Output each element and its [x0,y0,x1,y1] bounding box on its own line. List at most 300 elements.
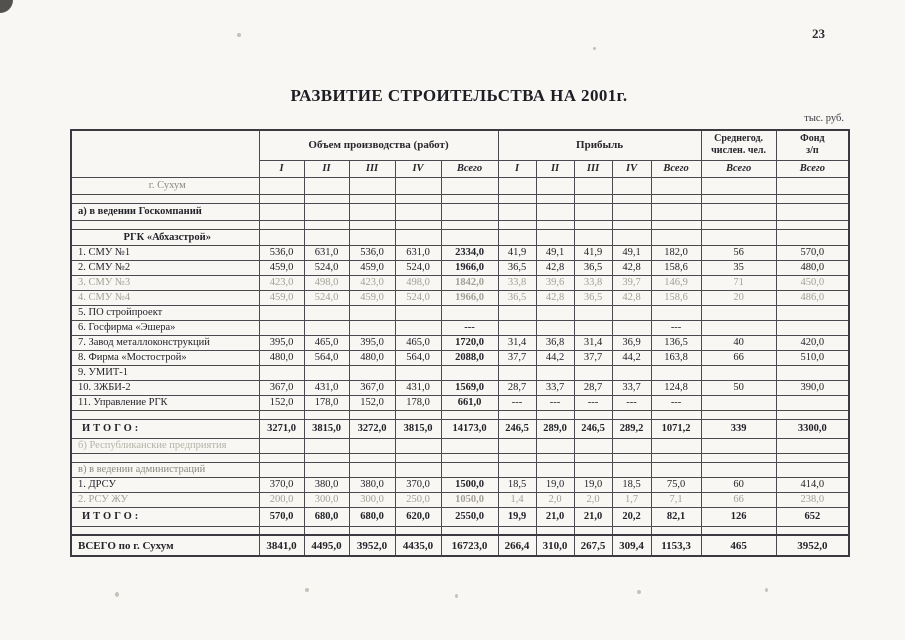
table-cell [395,194,441,203]
table-cell: 16723,0 [441,535,498,556]
table-cell [612,229,651,245]
table-cell: 370,0 [259,477,304,492]
table-cell [498,438,536,453]
table-cell [395,203,441,220]
production-total-header: Всего [441,160,498,177]
table-cell: 49,1 [536,245,574,260]
avg-headcount-line2: числен. чел. [711,145,767,157]
row-label: а) в ведении Госкомпаний [71,203,259,220]
table-cell: 370,0 [395,477,441,492]
table-cell [441,453,498,462]
table-cell [701,365,776,380]
row-label: 10. ЗЖБИ-2 [71,380,259,395]
table-cell: 459,0 [259,260,304,275]
table-cell [349,410,395,419]
table-cell [498,305,536,320]
scan-speck [305,588,309,592]
table-cell: 39,7 [612,275,651,290]
table-row [71,350,849,365]
table-cell: 20,2 [612,507,651,526]
row-label: 9. УМИТ-1 [71,365,259,380]
table-cell: 300,0 [349,492,395,507]
table-cell: 42,8 [536,260,574,275]
table-cell: 158,6 [651,290,701,305]
table-cell [612,526,651,535]
row-label: г. Сухум [71,177,259,194]
table-cell [304,438,349,453]
table-cell [701,203,776,220]
table-cell [612,453,651,462]
table-cell: 2088,0 [441,350,498,365]
table-cell [701,453,776,462]
production-group-header: Объем производства (работ) [259,130,498,160]
table-row [71,395,849,410]
row-label: в) в ведении администраций [71,462,259,477]
table-cell: 570,0 [776,245,849,260]
table-cell: 267,5 [574,535,612,556]
table-cell: 182,0 [651,245,701,260]
table-cell: 36,5 [574,260,612,275]
table-row [71,380,849,395]
table-cell [304,177,349,194]
table-row [71,229,849,245]
scan-speck [765,588,768,592]
table-cell: 39,6 [536,275,574,290]
table-cell [612,365,651,380]
table-cell [701,320,776,335]
table-cell: --- [574,395,612,410]
table-cell [651,462,701,477]
table-cell: 124,8 [651,380,701,395]
avg-headcount-header [701,130,776,160]
table-cell [536,438,574,453]
table-row [71,203,849,220]
table-cell: 395,0 [259,335,304,350]
table-cell [349,194,395,203]
table-cell [259,177,304,194]
table-cell [776,462,849,477]
table-cell: 1153,3 [651,535,701,556]
table-cell [441,177,498,194]
table-cell [498,229,536,245]
table-cell [536,320,574,335]
table-cell: 536,0 [349,245,395,260]
table-cell: 158,6 [651,260,701,275]
table-cell [498,177,536,194]
table-cell: 498,0 [304,275,349,290]
table-cell: --- [441,320,498,335]
table-cell [395,410,441,419]
table-cell: 33,7 [536,380,574,395]
table-cell: 1842,0 [441,275,498,290]
table-row [71,535,849,556]
table-cell [651,453,701,462]
scan-speck [455,594,458,598]
table-cell: 31,4 [498,335,536,350]
table-cell [776,365,849,380]
header-group-row [71,130,849,160]
table-cell [259,203,304,220]
table-cell: 3300,0 [776,419,849,438]
table-cell [349,438,395,453]
table-row [71,260,849,275]
table-cell [651,365,701,380]
table-cell: 1050,0 [441,492,498,507]
table-cell: 524,0 [395,290,441,305]
table-cell [776,438,849,453]
table-cell: 19,0 [536,477,574,492]
table-cell [259,410,304,419]
table-cell: 420,0 [776,335,849,350]
table-cell [304,203,349,220]
table-cell: 1071,2 [651,419,701,438]
table-cell [441,438,498,453]
table-cell [574,462,612,477]
table-cell [574,194,612,203]
table-cell: 450,0 [776,275,849,290]
table-cell: 3952,0 [776,535,849,556]
table-cell: 136,5 [651,335,701,350]
table-cell: 510,0 [776,350,849,365]
row-label [71,526,259,535]
report-table-container [70,129,850,557]
table-cell [574,453,612,462]
table-cell [701,410,776,419]
table-cell: 41,9 [498,245,536,260]
profit-q2-header: II [536,160,574,177]
row-label: ВСЕГО по г. Сухум [71,535,259,556]
table-row [71,507,849,526]
table-cell: 390,0 [776,380,849,395]
table-cell: 7,1 [651,492,701,507]
table-cell [349,320,395,335]
table-cell: 367,0 [349,380,395,395]
table-cell [612,438,651,453]
table-cell [574,203,612,220]
table-cell [259,220,304,229]
table-row [71,220,849,229]
row-label: 6. Госфирма «Эшера» [71,320,259,335]
table-cell [776,229,849,245]
production-q2-header: II [304,160,349,177]
table-cell [349,305,395,320]
table-row [71,245,849,260]
table-cell [349,220,395,229]
table-cell: 36,8 [536,335,574,350]
table-cell [395,220,441,229]
table-cell [651,526,701,535]
table-cell [776,320,849,335]
table-cell [776,220,849,229]
table-cell [651,229,701,245]
table-row [71,477,849,492]
units-note: тыс. руб. [804,113,844,124]
table-cell: 33,8 [574,275,612,290]
row-label: 1. ДРСУ [71,477,259,492]
row-label [71,220,259,229]
table-row [71,419,849,438]
table-cell: 480,0 [776,260,849,275]
table-row [71,365,849,380]
row-label: 7. Завод металлоконструкций [71,335,259,350]
table-cell: 56 [701,245,776,260]
table-cell: 82,1 [651,507,701,526]
table-cell: 18,5 [498,477,536,492]
production-q1-header: I [259,160,304,177]
table-cell [701,229,776,245]
table-cell: 71 [701,275,776,290]
row-label: ИТОГО: [71,419,259,438]
table-cell: 380,0 [304,477,349,492]
table-cell: 50 [701,380,776,395]
table-cell: 31,4 [574,335,612,350]
table-cell [574,177,612,194]
table-cell [395,453,441,462]
table-row [71,177,849,194]
table-cell [259,453,304,462]
table-cell: 42,8 [612,290,651,305]
table-cell [304,194,349,203]
table-cell: 431,0 [395,380,441,395]
table-cell: 310,0 [536,535,574,556]
table-cell [304,453,349,462]
table-cell [498,320,536,335]
table-cell: 18,5 [612,477,651,492]
table-cell: 266,4 [498,535,536,556]
table-cell [651,220,701,229]
table-cell [651,203,701,220]
table-cell: 44,2 [612,350,651,365]
table-cell [304,305,349,320]
table-cell: --- [612,395,651,410]
table-cell [304,410,349,419]
table-cell: --- [651,320,701,335]
table-cell [701,462,776,477]
table-row [71,290,849,305]
table-cell [304,220,349,229]
table-cell [349,526,395,535]
table-row [71,410,849,419]
salary-fund-line1: Фонд [800,133,825,145]
table-cell: 246,5 [574,419,612,438]
table-cell: 486,0 [776,290,849,305]
row-label: 8. Фирма «Мостострой» [71,350,259,365]
table-cell: 661,0 [441,395,498,410]
table-cell [395,320,441,335]
table-cell: 152,0 [349,395,395,410]
table-cell: --- [651,395,701,410]
table-cell: 4435,0 [395,535,441,556]
table-cell [441,410,498,419]
table-cell: 2,0 [536,492,574,507]
table-cell: 40 [701,335,776,350]
table-cell [701,526,776,535]
table-cell [395,462,441,477]
table-cell [536,194,574,203]
table-cell: 367,0 [259,380,304,395]
table-cell [395,526,441,535]
table-cell: 631,0 [304,245,349,260]
table-cell: 680,0 [304,507,349,526]
table-cell: 44,2 [536,350,574,365]
table-cell [441,220,498,229]
table-cell: 41,9 [574,245,612,260]
profit-total-header: Всего [651,160,701,177]
table-cell: 178,0 [395,395,441,410]
table-cell [612,194,651,203]
table-cell: 459,0 [349,260,395,275]
table-cell: 564,0 [395,350,441,365]
scan-speck [115,592,119,597]
row-label: ИТОГО: [71,507,259,526]
table-cell: 3815,0 [304,419,349,438]
table-cell: 480,0 [259,350,304,365]
table-cell: 3272,0 [349,419,395,438]
table-row [71,305,849,320]
table-cell: 20 [701,290,776,305]
table-cell [498,410,536,419]
table-cell: 42,8 [536,290,574,305]
table-cell: 536,0 [259,245,304,260]
table-cell [498,526,536,535]
table-cell [536,229,574,245]
table-cell [536,203,574,220]
table-cell [651,410,701,419]
table-cell [259,229,304,245]
table-cell [776,203,849,220]
table-cell [701,395,776,410]
row-label: 4. СМУ №4 [71,290,259,305]
salary-fund-header [776,130,849,160]
table-cell [536,453,574,462]
table-cell [349,453,395,462]
table-cell: 431,0 [304,380,349,395]
scan-speck [637,590,641,594]
production-q3-header: III [349,160,395,177]
table-cell [701,177,776,194]
table-cell [776,453,849,462]
table-cell: 3815,0 [395,419,441,438]
table-cell: 465,0 [395,335,441,350]
table-cell [776,177,849,194]
table-cell: 33,8 [498,275,536,290]
table-cell [349,365,395,380]
table-cell [498,365,536,380]
table-cell [498,453,536,462]
table-cell [536,365,574,380]
avg-headcount-sub-header: Всего [701,160,776,177]
table-cell [441,462,498,477]
row-label: 11. Управление РГК [71,395,259,410]
row-label [71,453,259,462]
table-cell: 36,5 [498,290,536,305]
table-cell [651,177,701,194]
table-cell [574,526,612,535]
table-cell: 1,4 [498,492,536,507]
corner-cell [71,130,259,177]
table-cell [651,305,701,320]
row-label: 3. СМУ №3 [71,275,259,290]
table-cell [612,320,651,335]
table-cell: 178,0 [304,395,349,410]
table-row [71,492,849,507]
salary-fund-sub-header: Всего [776,160,849,177]
table-cell: 21,0 [574,507,612,526]
table-cell [776,194,849,203]
table-cell [349,229,395,245]
table-cell: 380,0 [349,477,395,492]
row-label: 2. СМУ №2 [71,260,259,275]
table-cell [536,305,574,320]
row-label [71,410,259,419]
table-cell [574,305,612,320]
table-cell: 36,5 [574,290,612,305]
table-cell: 126 [701,507,776,526]
table-cell: 238,0 [776,492,849,507]
table-cell: 35 [701,260,776,275]
table-cell [441,305,498,320]
report-table [70,129,850,557]
table-body [71,177,849,556]
table-cell [349,462,395,477]
table-cell: 2,0 [574,492,612,507]
table-cell [304,526,349,535]
table-cell [776,395,849,410]
table-cell: 1966,0 [441,290,498,305]
table-cell: 1569,0 [441,380,498,395]
table-cell: 19,0 [574,477,612,492]
scan-speck [237,33,241,37]
table-cell [498,203,536,220]
table-cell [574,365,612,380]
table-cell: 28,7 [498,380,536,395]
table-cell: 3841,0 [259,535,304,556]
table-cell [574,438,612,453]
table-cell [259,320,304,335]
table-cell: 524,0 [304,290,349,305]
table-cell: 300,0 [304,492,349,507]
table-cell [349,203,395,220]
row-label: РГК «Абхазстрой» [71,229,259,245]
table-cell [498,462,536,477]
table-cell [776,305,849,320]
table-row [71,335,849,350]
table-cell [259,305,304,320]
table-cell: 570,0 [259,507,304,526]
table-cell [441,194,498,203]
table-cell: 465 [701,535,776,556]
table-cell: 66 [701,492,776,507]
table-cell [612,203,651,220]
table-row [71,462,849,477]
table-cell: 28,7 [574,380,612,395]
table-cell [259,438,304,453]
table-cell [701,194,776,203]
table-cell: 423,0 [259,275,304,290]
table-cell [612,305,651,320]
table-cell [776,526,849,535]
table-cell [259,526,304,535]
table-cell [441,229,498,245]
table-cell [536,526,574,535]
table-cell [395,177,441,194]
table-cell: 21,0 [536,507,574,526]
table-cell [395,305,441,320]
table-cell: 2334,0 [441,245,498,260]
row-label: 5. ПО стройпроект [71,305,259,320]
row-label [71,194,259,203]
table-cell [304,365,349,380]
